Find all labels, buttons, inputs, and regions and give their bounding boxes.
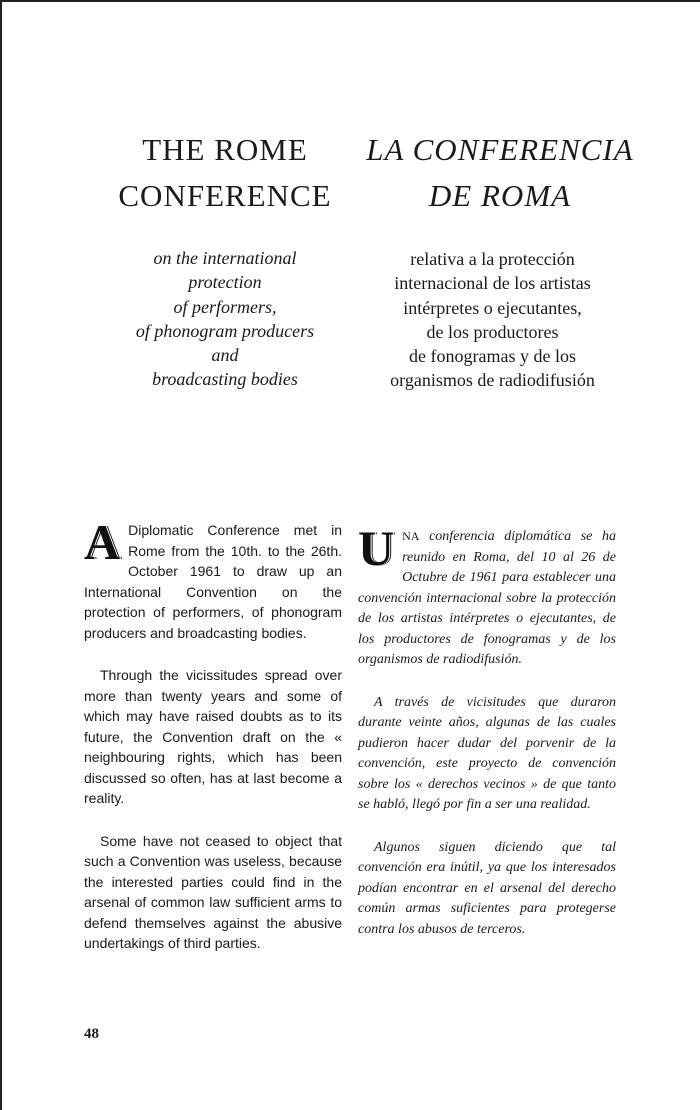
english-drop-cap: A — [84, 514, 121, 570]
spanish-subtitle-line: organismos de radiodifusión — [390, 370, 595, 391]
english-body-column — [84, 514, 342, 976]
english-subtitle-line: on the international — [153, 248, 297, 268]
spanish-title-line-1: LA CONFERENCIA — [366, 132, 634, 167]
english-paragraph-3: Some have not ceased to object that such a Convention was useless, because the interested parties could find in the arsenal of common law sufficient arms to defend themselves against the abusive undertakings of third parties. — [84, 832, 342, 951]
spanish-paragraph-1-smallcaps: NA — [402, 529, 420, 543]
english-subtitle-line: and — [211, 345, 239, 366]
english-subtitle — [95, 246, 355, 392]
spanish-paragraph-1-text: conferencia diplomática se ha reunido en Roma, del 10 al 26 de Octubre de 1961 para establecer una convención internacional sobre la protección de los artistas intérpretes o ejecutantes, de los productores de fonogramas y de los organismos de radiodifusión. — [358, 529, 616, 667]
spanish-title — [350, 127, 650, 219]
spanish-subtitle-line: intérpretes o ejecutantes, — [403, 297, 582, 318]
english-subtitle-line: of performers, — [173, 296, 277, 317]
spanish-subtitle-line: internacional de los artistas — [394, 273, 591, 294]
spanish-paragraph-2: A través de vicisitudes que duraron durante veinte años, algunas de las cuales pudieron hacer dudar del porvenir de la convención, este proyecto de convención sobre los « derechos vecinos » de que tanto se habló, llegó por fin a ser una realidad. — [358, 694, 616, 812]
english-paragraph-1-text: Diplomatic Conference met in Rome from the 10th. to the 26th. October 1961 to draw up an International Convention on the protection of performers, of phonogram producers and broadcasting bodies. — [84, 522, 342, 641]
spanish-body-column — [358, 520, 616, 962]
page-number: 48 — [84, 1026, 99, 1042]
spanish-subtitle — [360, 247, 625, 393]
spanish-subtitle-line: relativa a la protección — [410, 249, 575, 269]
spanish-paragraph-1 — [358, 520, 616, 671]
spanish-paragraph-3: Algunos siguen diciendo que tal convención era inútil, ya que los interesados podían encontrar en el arsenal del derecho común armas suficientes para protegerse contra los abusos de terceros. — [358, 839, 616, 937]
page-left-border — [0, 0, 2, 1110]
page-top-border — [0, 0, 700, 2]
english-subtitle-line: broadcasting bodies — [152, 369, 298, 390]
english-title-line-2: CONFERENCE — [118, 178, 332, 213]
spanish-subtitle-line: de fonogramas y de los — [409, 346, 576, 367]
spanish-subtitle-line: de los productores — [426, 321, 559, 342]
spanish-title-line-2: DE ROMA — [428, 178, 572, 213]
english-title — [80, 127, 370, 219]
english-subtitle-line: of phonogram producers — [135, 320, 315, 341]
spanish-drop-cap: U — [358, 520, 395, 576]
english-title-line-1: THE ROME — [142, 132, 308, 167]
english-paragraph-1 — [84, 514, 342, 643]
english-paragraph-2: Through the vicissitudes spread over more than twenty years and some of which may have raised doubts as to its future, the Convention draft on the « neighbouring rights, which has been discussed so often, has at last become a reality. — [84, 667, 342, 806]
english-subtitle-line: protection — [188, 272, 262, 293]
